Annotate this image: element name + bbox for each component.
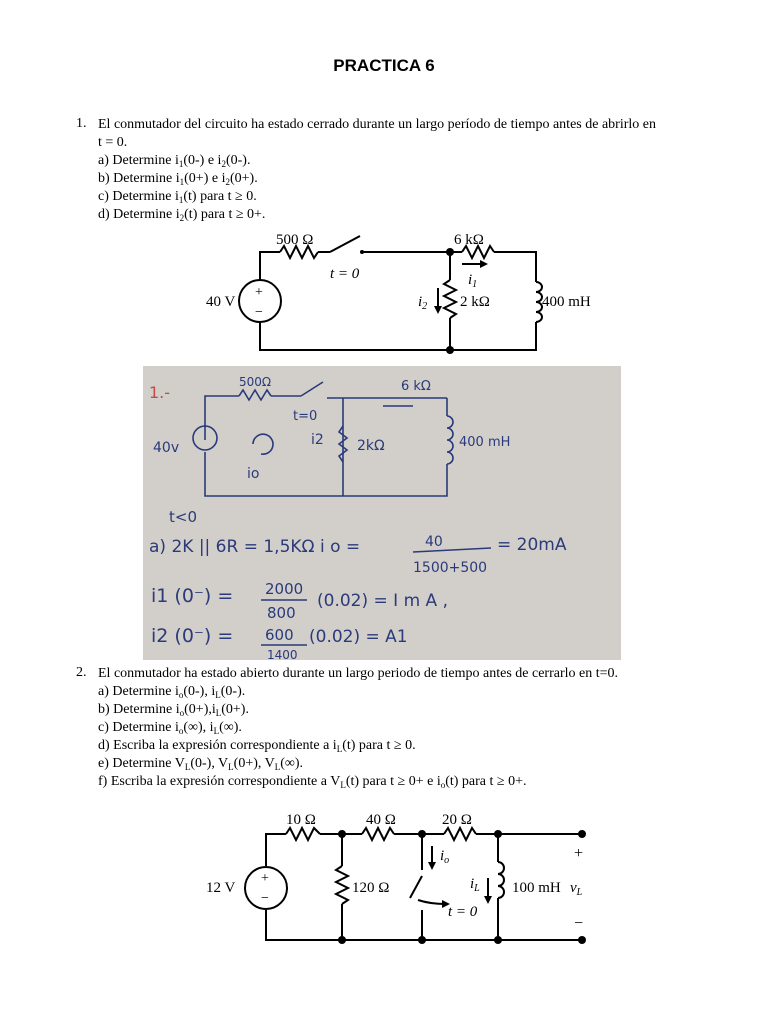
svg-text:+: +	[261, 871, 269, 886]
problem-1-item-a: a) Determine $i_1(0-)$ e $i_2(0-)$.	[98, 153, 251, 169]
handwritten-line-3-den: 1400	[267, 648, 298, 660]
handwritten-line-1-result: = 20mA	[497, 535, 567, 555]
circuit-2-r20-label: 20 Ω	[442, 812, 472, 828]
problem-2-item-f: f) Escriba la expresión correspondiente a $V_L(t)$ para t ≥ 0+ e $i_o(t)$ para t ≥ 0+.	[98, 774, 527, 790]
problem-2-item-e: e) Determine $V_L(0-)$, $V_L(0+)$, $V_L(\infty)$.	[98, 756, 304, 772]
handwritten-solution-photo	[143, 366, 621, 660]
handwritten-line-3-num: 600	[265, 626, 294, 644]
circuit-1-i2-label: $i_2$	[418, 294, 428, 312]
svg-text:−: −	[261, 891, 269, 906]
handwritten-line-1-den: 1500+500	[413, 560, 488, 576]
circuit-2-r40-label: 40 Ω	[366, 812, 396, 828]
svg-text:+: +	[255, 285, 263, 300]
circuit-1-r500-label: 500 Ω	[276, 232, 314, 248]
problem-1-number: 1.	[76, 116, 87, 131]
circuit-1-source-label: 40 V	[206, 294, 236, 310]
handwritten-line-2-den: 800	[267, 604, 296, 622]
handwritten-source: 40v	[153, 440, 180, 456]
problem-2-item-c: c) Determine $i_o(\infty)$, $i_L(\infty)$.	[98, 720, 242, 736]
handwritten-i2: i2	[311, 432, 324, 448]
handwritten-io: io	[247, 466, 260, 482]
handwritten-r500: 500Ω	[239, 375, 272, 389]
handwritten-t0: t=0	[293, 409, 318, 424]
circuit-1-diagram	[190, 226, 610, 360]
problem-1-item-b: b) Determine $i_1(0+)$ e $i_2(0+)$.	[98, 171, 258, 187]
circuit-2-r120-label: 120 Ω	[352, 880, 390, 896]
circuit-1-i1-label: $i_1$	[468, 272, 478, 290]
circuit-2-minus-sign: −	[574, 915, 584, 932]
circuit-1-r6k-label: 6 kΩ	[454, 232, 484, 248]
handwritten-header: 1.-	[149, 383, 171, 402]
circuit-2-diagram	[196, 806, 606, 950]
circuit-2-il-label: $i_L$	[470, 876, 480, 894]
problem-1-statement-cont: t = 0.	[98, 135, 128, 150]
circuit-2-plus-sign: +	[574, 845, 584, 862]
problem-1-statement: El conmutador del circuito ha estado cerrado durante un largo período de tiempo antes de abrirlo en	[98, 117, 656, 132]
circuit-1-inductor-label: 400 mH	[542, 294, 591, 310]
handwritten-line-3: i2 (0⁻) =	[151, 625, 234, 647]
problem-2-item-a: a) Determine $i_o(0-)$, $i_L(0-)$.	[98, 684, 246, 700]
problem-2-item-b: b) Determine $i_o(0+),i_L(0+)$.	[98, 702, 249, 718]
page-title: PRACTICA 6	[333, 56, 435, 75]
problem-2-number: 2.	[76, 665, 87, 680]
problem-1-item-d: d) Determine $i_2(t)$ para t ≥ 0+.	[98, 207, 266, 223]
circuit-2-switch-label: t = 0	[448, 904, 478, 920]
svg-text:−: −	[255, 305, 263, 320]
handwritten-line-3-result: (0.02) = A1	[309, 627, 408, 647]
circuit-2-source-label: 12 V	[206, 880, 236, 896]
handwritten-line-2-result: (0.02) = I m A ,	[317, 591, 448, 611]
circuit-2-inductor-label: 100 mH	[512, 880, 561, 896]
circuit-1-r2k-label: 2 kΩ	[460, 294, 490, 310]
handwritten-r2k: 2kΩ	[357, 438, 385, 454]
handwritten-line-2: i1 (0⁻) =	[151, 585, 234, 607]
handwritten-line-1-num: 40	[425, 534, 443, 550]
handwritten-line-1: a) 2K || 6R = 1,5KΩ i o =	[149, 537, 361, 557]
circuit-2-vl-label: $v_L$	[570, 880, 583, 898]
circuit-1-switch-label: t = 0	[330, 266, 360, 282]
problem-1-item-c: c) Determine $i_1(t)$ para t ≥ 0.	[98, 189, 257, 205]
circuit-2-io-label: $i_o$	[440, 848, 450, 866]
handwritten-r6k: 6 kΩ	[401, 379, 431, 394]
circuit-2-r10-label: 10 Ω	[286, 812, 316, 828]
handwritten-line-2-num: 2000	[265, 580, 304, 598]
handwritten-inductor: 400 mH	[459, 435, 511, 450]
handwritten-t-less-0: t<0	[169, 508, 197, 526]
problem-2-item-d: d) Escriba la expresión correspondiente a $i_L(t)$ para t ≥ 0.	[98, 738, 416, 754]
problem-2-statement: El conmutador ha estado abierto durante un largo periodo de tiempo antes de cerrarlo en t=0.	[98, 666, 619, 681]
